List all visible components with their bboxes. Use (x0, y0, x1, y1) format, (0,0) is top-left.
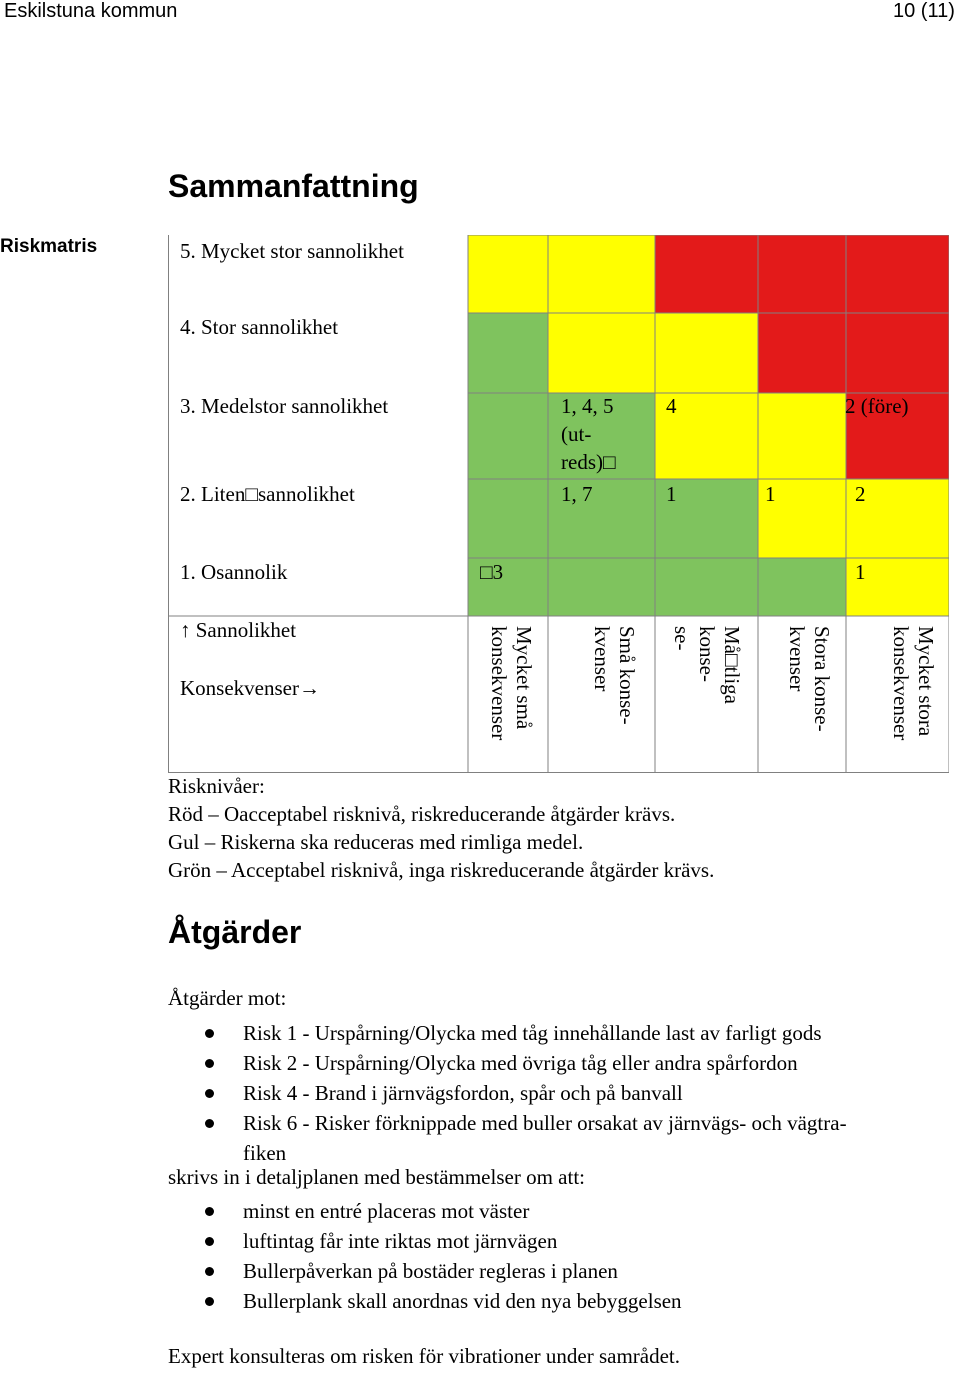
section-title-summary: Sammanfattning (168, 168, 419, 204)
matrix-cell (655, 313, 758, 393)
bullet-icon (205, 1237, 214, 1246)
matrix-cell (758, 558, 846, 616)
cell-r2-c3: 1 (765, 482, 776, 506)
matrix-cell (468, 235, 548, 313)
bullet-icon (205, 1119, 214, 1128)
cell-r3-c1-line3: reds)□ (561, 450, 616, 474)
cell-r1-c4: 1 (855, 560, 866, 584)
column-header-very-large: Mycket stora konsekvenser (889, 626, 938, 741)
column-header-very-small: Mycket små konsekvenser (487, 626, 536, 741)
bullet-icon (205, 1089, 214, 1098)
list-item: luftintag får inte riktas mot järnvägen (168, 1226, 958, 1256)
row-label-2: 2. Liten□sannolikhet (180, 482, 355, 506)
row-label-1: 1. Osannolik (180, 560, 288, 584)
matrix-cell (655, 235, 758, 313)
measures-intro: Åtgärder mot: (168, 986, 287, 1010)
matrix-cell (655, 558, 758, 616)
axis-probability-label: ↑ Sannolikhet (180, 618, 297, 642)
bullet-icon (205, 1029, 214, 1038)
matrix-cell (846, 235, 949, 313)
section-title-measures: Åtgärder (168, 914, 302, 950)
footer-note: Expert konsulteras om risken för vibrationer under samrådet. (168, 1344, 681, 1368)
cell-r2-c2: 1 (666, 482, 677, 506)
cell-r3-c1-line2: (ut- (561, 422, 592, 446)
legend-yellow: Gul – Riskerna ska reduceras med rimliga medel. (168, 830, 584, 854)
list-item: minst en entré placeras mot väster (168, 1196, 958, 1226)
bullet-icon (205, 1297, 214, 1306)
matrix-cell (846, 313, 949, 393)
matrix-cell (758, 313, 846, 393)
matrix-cell (548, 235, 655, 313)
column-header-large: Stora konse- kvenser (785, 626, 834, 732)
cell-r3-c5: 2 (före) (845, 394, 909, 418)
measure-list (168, 1196, 958, 1316)
header-organization: Eskilstuna kommun (4, 0, 178, 22)
matrix-cell (548, 558, 655, 616)
list-item: Risk 1 - Urspårning/Olycka med tåg innehållande last av farligt gods (168, 1018, 958, 1048)
risk-level-legend (168, 772, 714, 884)
cell-r2-c4: 2 (855, 482, 866, 506)
cell-r2-c1: 1, 7 (561, 482, 593, 506)
matrix-cell (758, 235, 846, 313)
measures-middle-text: skrivs in i detaljplanen med bestämmelser om att: (168, 1165, 585, 1189)
row-label-3: 3. Medelstor sannolikhet (180, 394, 389, 418)
risk-list (168, 1018, 958, 1168)
list-item: Risk 6 - Risker förknippade med buller orsakat av järnvägs- och vägtra- fiken (168, 1108, 958, 1168)
list-item: Risk 4 - Brand i järnvägsfordon, spår och på banvall (168, 1078, 958, 1108)
list-item: Bullerplank skall anordnas vid den nya bebyggelsen (168, 1286, 958, 1316)
list-item: Risk 2 - Urspårning/Olycka med övriga tåg eller andra spårfordon (168, 1048, 958, 1078)
row-label-5: 5. Mycket stor sannolikhet (180, 239, 404, 263)
cell-r1-c1: □3 (480, 560, 504, 584)
legend-green: Grön – Acceptabel risknivå, inga riskreducerande åtgärder krävs. (168, 858, 715, 882)
legend-red: Röd – Oacceptabel risknivå, riskreducerande åtgärder krävs. (168, 802, 676, 826)
matrix-cell (758, 393, 846, 479)
risk-matrix (168, 235, 949, 773)
matrix-cell (548, 313, 655, 393)
matrix-cell (468, 479, 548, 558)
column-header-small: Små konse- kvenser (590, 626, 639, 725)
header-page-number: 10 (11) (893, 0, 955, 22)
bullet-icon (205, 1059, 214, 1068)
cell-r3-c1-line1: 1, 4, 5 (561, 394, 614, 418)
matrix-cell (468, 313, 548, 393)
row-label-4: 4. Stor sannolikhet (180, 315, 339, 339)
axis-consequence-label: Konsekvenser→ (180, 676, 320, 700)
cell-r3-c2: 4 (666, 394, 677, 418)
matrix-cell (468, 393, 548, 479)
risk-matrix-label: Riskmatris (0, 236, 98, 257)
column-header-moderate: Må□tliga konse- se- (670, 626, 744, 705)
bullet-icon (205, 1267, 214, 1276)
bullet-icon (205, 1207, 214, 1216)
legend-title: Risknivåer: (168, 774, 265, 798)
list-item: Bullerpåverkan på bostäder regleras i planen (168, 1256, 958, 1286)
